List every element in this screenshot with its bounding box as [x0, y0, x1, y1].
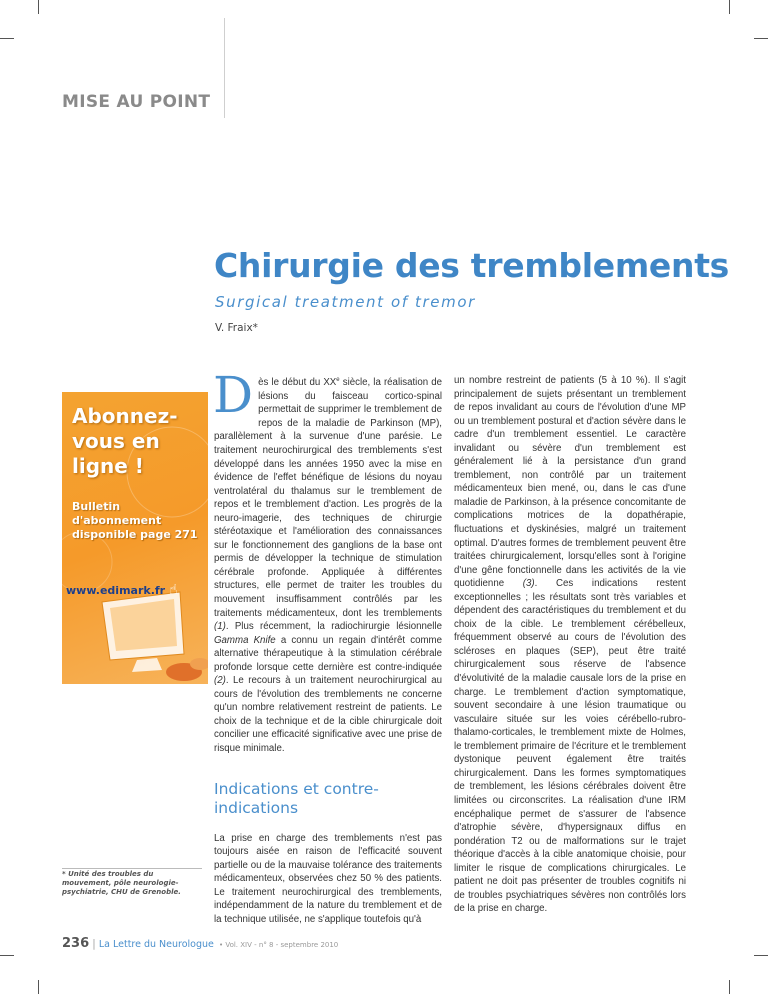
section-heading: Indications et contre-indications: [214, 779, 379, 817]
rubric-divider: [224, 18, 225, 118]
article-subtitle: Surgical treatment of tremor: [215, 293, 476, 311]
promo-subtitle: Bulletin d'abonnement disponible page 271: [72, 500, 198, 541]
crop-mark: [754, 955, 768, 956]
reference: (1): [214, 621, 226, 633]
crop-mark: [729, 980, 730, 994]
body-paragraph: La prise en charge des tremblements n'est pas toujours aisée en raison de l'efficacité souvent partielle ou de la mauvaise tolérance des traitements médicamenteux, observées chez 50 % des patients. Le traitement neurochirurgical des tremblements, indépendamment de la nature du tremblement et de la technique utilisée, ne s'applique toutefois qu'à: [214, 832, 442, 925]
promo-headline: Abonnez-vous en ligne !: [72, 404, 178, 478]
reference: (3): [522, 578, 535, 590]
subscription-promo[interactable]: [62, 392, 208, 684]
footnote-divider: [62, 868, 202, 869]
article-title: Chirurgie des tremblements: [214, 246, 730, 285]
text-column-1: [213, 366, 442, 926]
page-footer: [62, 932, 338, 951]
crop-mark: [0, 955, 14, 956]
reference: (2): [214, 675, 226, 687]
text-column-2: [454, 374, 686, 916]
crop-mark: [0, 38, 14, 39]
gamma-knife-term: Gamma Knife: [214, 634, 276, 646]
drop-cap: D: [213, 366, 254, 424]
journal-name: La Lettre du Neurologue: [98, 939, 214, 950]
body-paragraph: un nombre restreint de patients (5 à 10 %). Il s'agit principalement de sujets présentant un tremblement de repos invalidant au cours de l'évolution d'une MP ou un tremblement postural et d'action sévère dans le cadre d'un tremblement essentiel. Le caractère invalidant ou sévère d'un tremblement est généralement lié à la persistance d'un grand tremblement, non contrôlé par un traitement médicamenteux bien mené, ou, dans le cas d'une maladie de Parkinson, à la présence concomitante de complications motrices de la dopathérapie, fluctuations et dyskinésies, malgré un traitement optimal. D'autres formes de tremblement peuvent être traitées chirurgicalement, lorsqu'elles sont à l'origine d'une gêne fonctionnelle dans les activités de la vie quotidienne (3). Ces indications restent exceptionnelles ; les résultats sont très variables et dépendent des caractéristiques du tremblement et du choix de la cible. Le tremblement cérébelleux, fréquemment observé au cours de l'évolution des scléroses en plaques (SEP), peut être traité chirurgicalement sous réserve de l'absence d'évolutivité de la maladie causale lors de la prise en charge. Le tremblement d'action symptomatique, souvent secondaire à une lésion traumatique ou vasculaire située sur les voies cérébello-rubro-thalamo-corticales, le tremblement mixte de Holmes, le tremblement primaire de l'écriture et le tremblement dystonique peuvent également être traités chirurgicalement. Dans les formes symptomatiques de tremblement, les lésions cérébrales doivent être limitées ou circonscrites. La réalisation d'une IRM encéphalique permet de s'assurer de l'absence d'atrophie sévère, d'hypersignaux diffus en pondération T2 ou de malformations sur le trajet théorique d'accès à la cible anatomique choisie, pour limiter le risque de complications chirurgicales. Le patient ne doit pas présenter de troubles cognitifs ni de troubles psychiatriques sévères non contrôlés lors de la prise en charge.: [454, 375, 687, 915]
crop-mark: [38, 0, 39, 14]
crop-mark: [38, 980, 39, 994]
footer-separator: |: [92, 937, 96, 950]
promo-url[interactable]: www.edimark.fr: [66, 584, 166, 597]
author-affiliation: * Unité des troubles du mouvement, pôle neurologie-psychiatrie, CHU de Grenoble.: [62, 870, 181, 896]
page-number: 236: [62, 936, 90, 951]
intro-paragraph: Dès le début du XXe siècle, la réalisation de lésions du faisceau cortico-spinal permettait de supprimer le tremblement de repos de la maladie de Parkinson (MP), parallèlement à la survenue d'une parésie. Le traitement neurochirurgical des tremblements s'est développé dans les années 1950 avec la mise en évidence de l'effet bénéfique de lésions du noyau ventrolatéral du thalamus sur le tremblement de repos et le tremblement d'action. Les progrès de la neuro-imagerie, des techniques de chirurgie stéréotaxique et l'amélioration des connaissances sur le fonctionnement des ganglions de la base ont permis de développer la technique de stimulation cérébrale profonde. Appliquée à différentes structures, elle permet de traiter les troubles du mouvement insuffisamment contrôlés par les traitements médicamenteux, dont les tremblements (1). Plus récemment, la radiochirurgie lésionnelle Gamma Knife a connu un regain d'intérêt comme alternative thérapeutique à la stimulation cérébrale profonde lorsque cette dernière est contre-indiquée (2). Le recours à un traitement neurochirurgical au cours de l'évolution des tremblements ne concerne qu'un nombre relativement restreint de patients. Le choix de la technique et de la cible chirurgicale doit concilier une efficacité significative avec une prise de risque minimale.: [213, 366, 442, 754]
promo-link[interactable]: [66, 582, 177, 598]
crop-mark: [754, 38, 768, 39]
article-author: V. Fraix*: [215, 322, 258, 334]
section-rubric: MISE AU POINT: [62, 92, 211, 112]
crop-mark: [729, 0, 730, 14]
issue-info: • Vol. XIV - n° 8 - septembre 2010: [218, 941, 339, 949]
hand-cursor-icon: ☝: [168, 582, 178, 598]
